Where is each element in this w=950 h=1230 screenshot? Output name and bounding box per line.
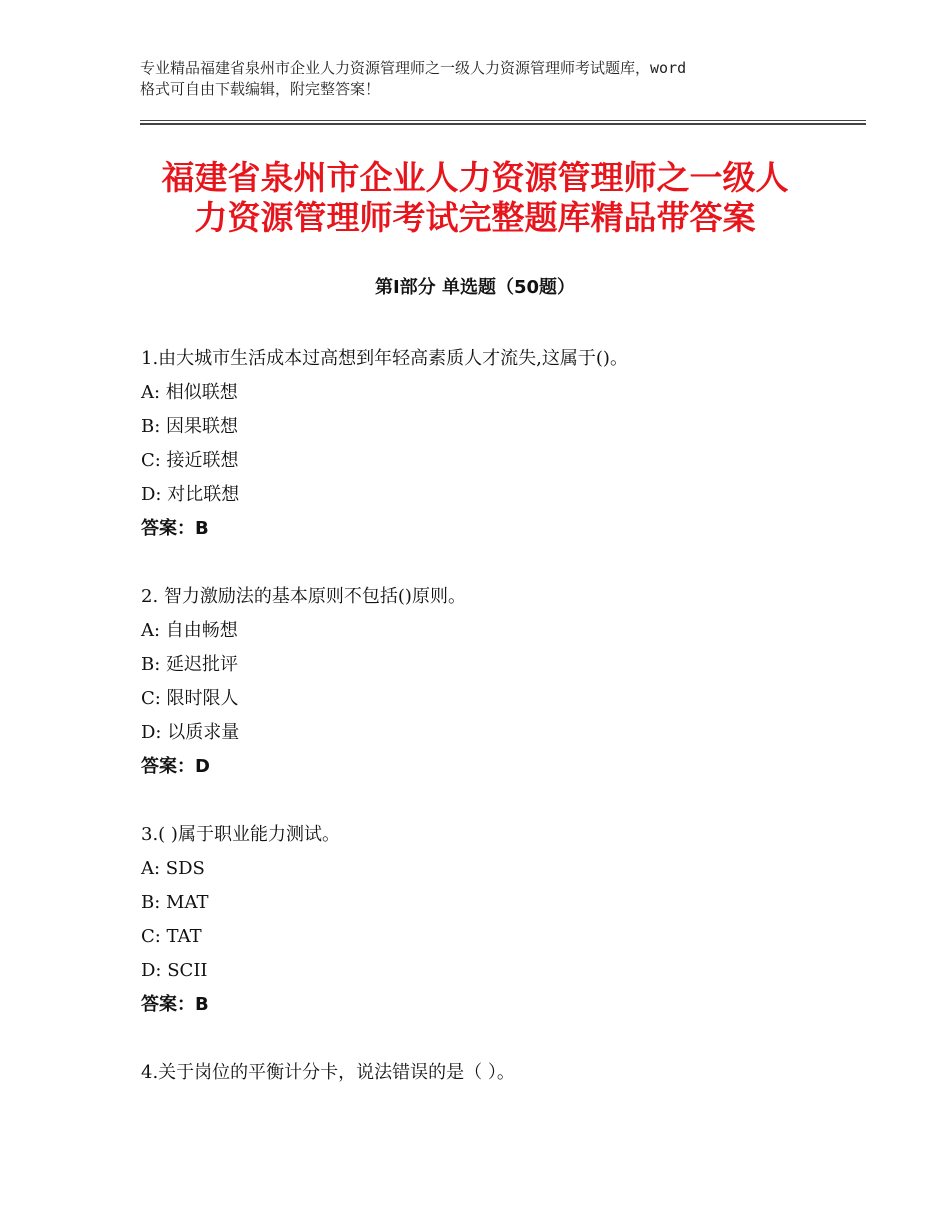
question-2: [141, 582, 841, 786]
answer-line: 答案：B: [141, 518, 209, 539]
answer-line: 答案：D: [141, 756, 210, 777]
header-note: [140, 58, 830, 100]
option-c: C: 接近联想: [141, 450, 239, 471]
section-heading: 第Ⅰ部分 单选题（50题）: [374, 277, 575, 298]
document-title: [100, 158, 850, 238]
question-stem: 2. 智力激励法的基本原则不包括()原则。: [141, 586, 466, 607]
header-divider-thin: [140, 120, 866, 121]
question-3: [141, 820, 841, 1024]
option-a: A: 自由畅想: [141, 620, 238, 641]
header-note-line-1: 专业精品福建省泉州市企业人力资源管理师之一级人力资源管理师考试题库，word: [140, 59, 687, 77]
option-c: C: TAT: [141, 926, 202, 947]
option-a: A: 相似联想: [141, 382, 238, 403]
question-list: [141, 344, 841, 1126]
header-divider-thick: [140, 123, 866, 125]
option-c: C: 限时限人: [141, 688, 239, 709]
question-1: [141, 344, 841, 548]
option-b: B: MAT: [141, 892, 209, 913]
option-b: B: 因果联想: [141, 416, 239, 437]
option-a: A: SDS: [141, 858, 205, 879]
question-stem: 3.( )属于职业能力测试。: [141, 824, 340, 845]
question-stem: 4.关于岗位的平衡计分卡，说法错误的是（ ）。: [141, 1062, 515, 1083]
option-d: D: SCII: [141, 960, 208, 981]
answer-line: 答案：B: [141, 994, 209, 1015]
question-stem: 1.由大城市生活成本过高想到年轻高素质人才流失,这属于()。: [141, 348, 628, 369]
option-d: D: 对比联想: [141, 484, 240, 505]
header-note-line-2: 格式可自由下载编辑，附完整答案！: [140, 80, 381, 98]
question-4: [141, 1058, 841, 1092]
document-title-line-1: 福建省泉州市企业人力资源管理师之一级人: [161, 158, 789, 197]
document-title-line-2: 力资源管理师考试完整题库精品带答案: [194, 198, 756, 237]
option-b: B: 延迟批评: [141, 654, 239, 675]
option-d: D: 以质求量: [141, 722, 240, 743]
